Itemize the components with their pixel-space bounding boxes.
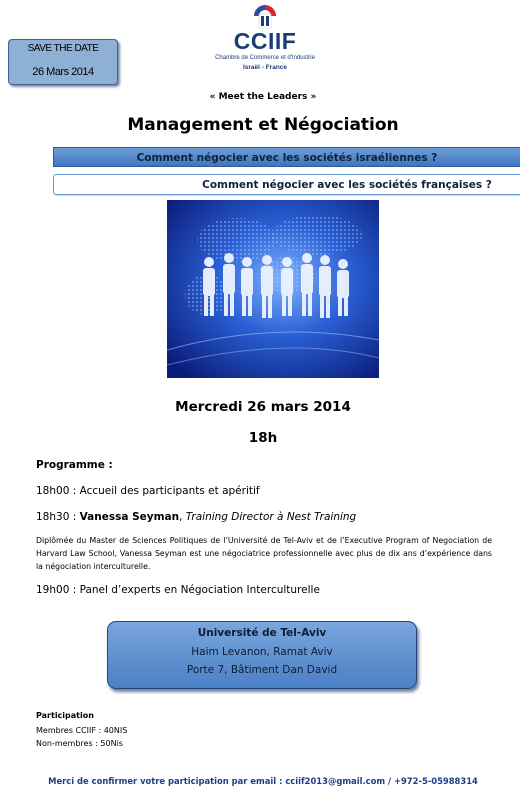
logo-flag-icon (251, 2, 279, 30)
question-band-1: Comment négocier avec les sociétés israéliennes ? (53, 147, 520, 167)
business-people-illustration (167, 200, 379, 378)
logo-subtitle: Chambre de Commerce et d'Industrie (215, 55, 315, 61)
participation-label: Participation (36, 711, 94, 720)
question-2-text: Comment négocier avec les sociétés françaises ? (202, 179, 492, 191)
venue-address-line-2: Porte 7, Bâtiment Dan David (186, 664, 338, 676)
programme-item-1: 18h00 : Accueil des participants et apéritif (36, 485, 260, 497)
logo-countries: Israël - France (242, 64, 288, 71)
speaker-role: Training Director à Nest Training (185, 511, 357, 523)
logo-brand: CCIIF (233, 28, 297, 54)
question-band-2 (53, 174, 520, 195)
save-the-date-date: 26 Mars 2014 (32, 66, 94, 78)
venue-name: Université de Tel-Aviv (197, 627, 327, 639)
speaker-name: Vanessa Seyman (79, 511, 180, 523)
save-the-date-label: SAVE THE DATE (27, 43, 99, 54)
venue-address-line-1: Haim Levanon, Ramat Aviv (191, 646, 333, 658)
venue-box (107, 621, 417, 689)
event-date: Mercredi 26 mars 2014 (175, 399, 351, 415)
save-the-date-box (8, 39, 118, 85)
members-price: Membres CCIIF : 40NIS (36, 726, 128, 735)
rsvp-footer: Merci de confirmer votre participation par email : cciif2013@gmail.com / +972-5-05988314 (48, 776, 478, 786)
non-members-price: Non-membres : 50Nis (36, 739, 123, 748)
programme-label: Programme : (36, 459, 113, 471)
programme-item-3: 19h00 : Panel d’experts en Négociation Interculturelle (36, 584, 320, 596)
speaker-bio: Diplômée du Master de Sciences Politiques de l’Université de Tel-Aviv et de l’Executive Program of Negociation de Harvard Law School, Vanessa Seyman est une négociatrice professionnelle avec plus de dix ans d’expérience dans la négociation interculturelle. (36, 536, 492, 571)
page-title: Management et Négociation (127, 115, 399, 135)
event-time: 18h (248, 430, 278, 446)
programme-item-2-separator: , (179, 511, 186, 523)
cciif-logo (205, 2, 325, 86)
series-label: « Meet the Leaders » (209, 92, 317, 102)
programme-item-2-time: 18h30 : (36, 511, 80, 523)
programme-item-2 (36, 511, 356, 523)
